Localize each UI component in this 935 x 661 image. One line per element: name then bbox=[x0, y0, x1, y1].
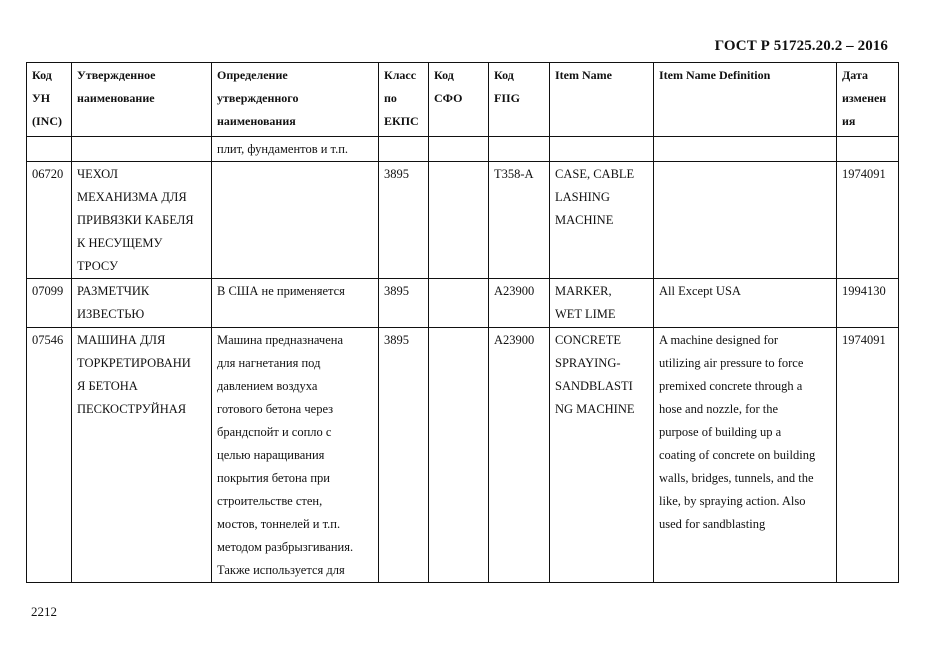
continuation-row bbox=[27, 137, 899, 162]
table-cell bbox=[429, 137, 489, 162]
cell-text-line: MACHINE bbox=[555, 213, 614, 227]
cell-text-line: Также используется для bbox=[217, 563, 345, 577]
cell-text-line: ЧЕХОЛ bbox=[77, 167, 119, 181]
sfo-cell bbox=[429, 328, 489, 583]
header-item-name-definition bbox=[654, 63, 837, 137]
cell-text-line: покрытия бетона при bbox=[217, 471, 330, 485]
header-item-name bbox=[550, 63, 654, 137]
inc-code-cell: 07099 bbox=[27, 279, 72, 328]
date-cell: 1974091 bbox=[837, 328, 899, 583]
class-cell: 3895 bbox=[379, 162, 429, 279]
cell-text-line: CONCRETE bbox=[555, 333, 621, 347]
item-definition-cell bbox=[654, 162, 837, 279]
table-row bbox=[27, 162, 899, 279]
cell-text-line: hose and nozzle, for the bbox=[659, 402, 779, 416]
fiig-cell: T358-A bbox=[489, 162, 550, 279]
inc-code-cell: 06720 bbox=[27, 162, 72, 279]
class-cell: 3895 bbox=[379, 279, 429, 328]
cell-text-line: РАЗМЕТЧИК bbox=[77, 284, 150, 298]
table-cell bbox=[27, 137, 72, 162]
cell-text-line: A machine designed for bbox=[659, 333, 779, 347]
date-cell: 1994130 bbox=[837, 279, 899, 328]
cell-text-line: утвержденного bbox=[217, 91, 299, 105]
cell-text-line: целью наращивания bbox=[217, 448, 325, 462]
cell-text-line: по bbox=[384, 91, 397, 105]
table-cell bbox=[489, 137, 550, 162]
cell-text-line: строительстве стен, bbox=[217, 494, 323, 508]
fiig-cell: A23900 bbox=[489, 328, 550, 583]
cell-text-line: CASE, CABLE bbox=[555, 167, 635, 181]
cell-text-line: Я БЕТОНА bbox=[77, 379, 138, 393]
header-name-definition bbox=[212, 63, 379, 137]
table-row bbox=[27, 279, 899, 328]
cell-text-line: WET LIME bbox=[555, 307, 616, 321]
cell-text-line: МАШИНА ДЛЯ bbox=[77, 333, 166, 347]
header-approved-name bbox=[72, 63, 212, 137]
cell-text-line: Код bbox=[434, 68, 454, 82]
table-cell bbox=[654, 137, 837, 162]
cell-text-line: Утвержденное bbox=[77, 68, 156, 82]
definition-cell bbox=[212, 328, 379, 583]
definition-cell bbox=[212, 162, 379, 279]
header-class bbox=[379, 63, 429, 137]
cell-text-line: ИЗВЕСТЬЮ bbox=[77, 307, 145, 321]
table-row bbox=[27, 328, 899, 583]
page-number: 2212 bbox=[31, 604, 57, 619]
approved-name-cell bbox=[72, 279, 212, 328]
cell-text-line: давлением воздуха bbox=[217, 379, 318, 393]
cell-text-line: наименование bbox=[77, 91, 155, 105]
cell-text-line: К НЕСУЩЕМУ bbox=[77, 236, 163, 250]
cell-text-line: LASHING bbox=[555, 190, 610, 204]
item-name-cell bbox=[550, 162, 654, 279]
item-name-cell bbox=[550, 328, 654, 583]
item-name-cell bbox=[550, 279, 654, 328]
table-header-row bbox=[27, 63, 899, 137]
cell-text-line: УН bbox=[32, 91, 51, 105]
date-cell: 1974091 bbox=[837, 162, 899, 279]
cell-text-line: used for sandblasting bbox=[659, 517, 766, 531]
cell-text-line: Машина предназначена bbox=[217, 333, 344, 347]
cell-text-line: utilizing air pressure to force bbox=[659, 356, 804, 370]
cell-text-line: walls, bridges, tunnels, and the bbox=[659, 471, 814, 485]
cell-text-line: All Except USA bbox=[659, 284, 741, 298]
cell-text-line: методом разбрызгивания. bbox=[217, 540, 354, 554]
cell-text-line: SANDBLASTI bbox=[555, 379, 633, 393]
cell-text-line: (INC) bbox=[32, 114, 62, 128]
cell-text-line: SPRAYING- bbox=[555, 356, 621, 370]
cell-text-line: Код bbox=[32, 68, 52, 82]
table-cell bbox=[550, 137, 654, 162]
cell-text-line: coating of concrete on building bbox=[659, 448, 816, 462]
cell-text-line: СФО bbox=[434, 91, 463, 105]
approved-name-cell bbox=[72, 162, 212, 279]
cell-text-line: ПЕСКОСТРУЙНАЯ bbox=[77, 402, 187, 416]
table-cell bbox=[72, 137, 212, 162]
cell-text-line: ЕКПС bbox=[384, 114, 419, 128]
item-definition-cell bbox=[654, 279, 837, 328]
cell-text-line: NG MACHINE bbox=[555, 402, 635, 416]
cell-text-line: purpose of building up a bbox=[659, 425, 782, 439]
cell-text-line: В США не применяется bbox=[217, 284, 345, 298]
cell-text-line: MARKER, bbox=[555, 284, 612, 298]
cell-text-line: готового бетона через bbox=[217, 402, 334, 416]
cell-text-line: premixed concrete through a bbox=[659, 379, 803, 393]
definition-cell bbox=[212, 279, 379, 328]
table-cell: плит, фундаментов и т.п. bbox=[212, 137, 379, 162]
sfo-cell bbox=[429, 279, 489, 328]
cell-text-line: Дата bbox=[842, 68, 868, 82]
cell-text-line: ТРОСУ bbox=[77, 259, 118, 273]
cell-text-line: ТОРКРЕТИРОВАНИ bbox=[77, 356, 191, 370]
item-definition-cell bbox=[654, 328, 837, 583]
cell-text-line: для нагнетания под bbox=[217, 356, 321, 370]
table-cell bbox=[837, 137, 899, 162]
table-cell bbox=[379, 137, 429, 162]
cell-text-line: наименования bbox=[217, 114, 296, 128]
cell-text-line: изменен bbox=[842, 91, 887, 105]
fiig-cell: A23900 bbox=[489, 279, 550, 328]
approved-name-cell bbox=[72, 328, 212, 583]
cell-text-line: брандспойт и сопло с bbox=[217, 425, 332, 439]
sfo-cell bbox=[429, 162, 489, 279]
cell-text-line: FIIG bbox=[494, 91, 521, 105]
cell-text-line: мостов, тоннелей и т.п. bbox=[217, 517, 341, 531]
nomenclature-table bbox=[26, 62, 899, 583]
header-change-date bbox=[837, 63, 899, 137]
header-inc-code bbox=[27, 63, 72, 137]
class-cell: 3895 bbox=[379, 328, 429, 583]
cell-text-line: Item Name Definition bbox=[659, 68, 771, 82]
cell-text-line: ия bbox=[842, 114, 856, 128]
header-fiig-code bbox=[489, 63, 550, 137]
cell-text-line: ПРИВЯЗКИ КАБЕЛЯ bbox=[77, 213, 194, 227]
cell-text-line: Код bbox=[494, 68, 514, 82]
cell-text-line: like, by spraying action. Also bbox=[659, 494, 806, 508]
cell-text-line: МЕХАНИЗМА ДЛЯ bbox=[77, 190, 187, 204]
cell-text-line: Класс bbox=[384, 68, 417, 82]
header-sfo-code bbox=[429, 63, 489, 137]
document-header: ГОСТ Р 51725.20.2 – 2016 bbox=[714, 38, 888, 54]
inc-code-cell: 07546 bbox=[27, 328, 72, 583]
cell-text-line: Item Name bbox=[555, 68, 612, 82]
cell-text-line: Определение bbox=[217, 68, 288, 82]
